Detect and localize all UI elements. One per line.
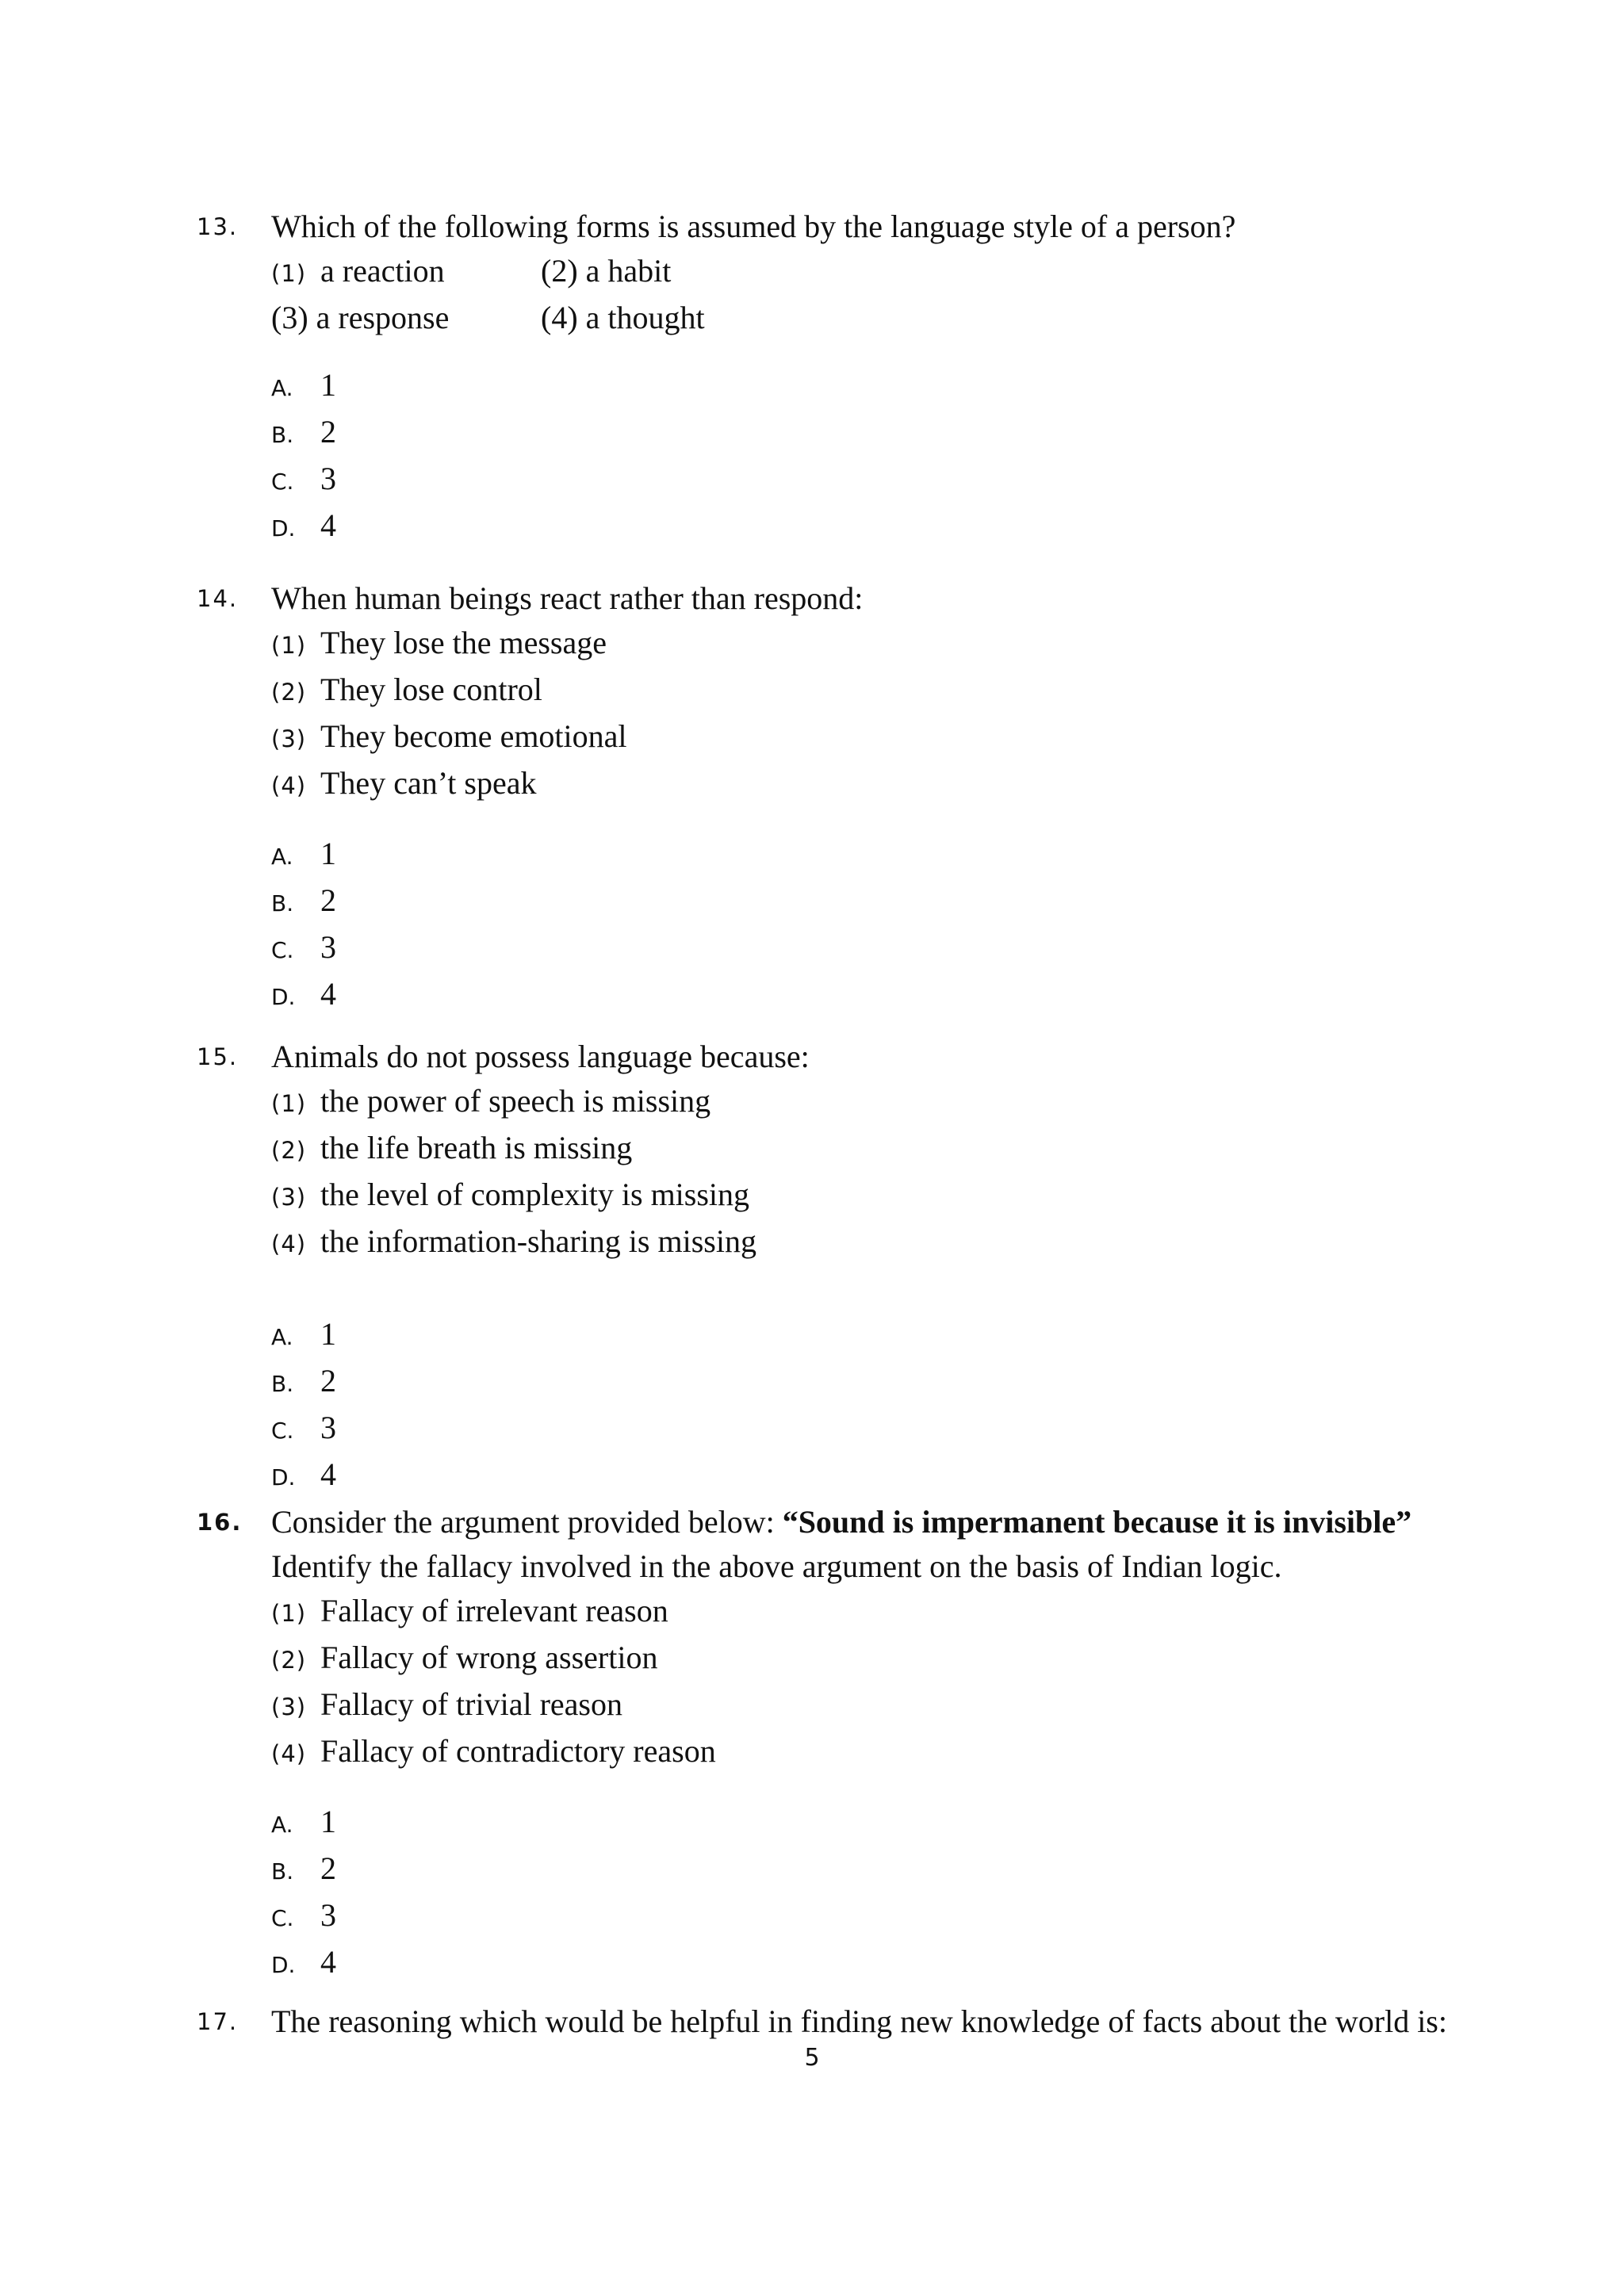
answer-choices — [271, 363, 1508, 550]
question-stem-line-2: Identify the fallacy involved in the above argument on the basis of Indian logic. — [271, 1548, 1282, 1584]
answer-choice-c[interactable] — [271, 1893, 1508, 1940]
answer-choice-c[interactable] — [271, 925, 1508, 972]
question-stem: Which of the following forms is assumed by the language style of a person? — [271, 209, 1236, 244]
option-text: Fallacy of irrelevant reason — [320, 1593, 668, 1628]
answer-choice-b[interactable] — [271, 878, 1508, 925]
option-number: (2) — [271, 1137, 307, 1164]
question-number: 13. — [197, 213, 239, 240]
answer-letter: B. — [271, 422, 294, 448]
answer-choice-a[interactable] — [271, 363, 1508, 410]
answer-choice-a[interactable] — [271, 832, 1508, 878]
option-number: (4) — [271, 772, 307, 799]
question-body — [271, 205, 1508, 550]
answer-value: 2 — [320, 882, 336, 918]
option-text: Fallacy of trivial reason — [320, 1686, 622, 1722]
option-number: (3) — [271, 725, 307, 752]
option-2: (2) a habit — [541, 253, 672, 289]
answer-value: 3 — [320, 1410, 336, 1445]
option-text: the level of complexity is missing — [320, 1177, 750, 1212]
answer-value: 3 — [320, 929, 336, 965]
answer-letter: C. — [271, 937, 294, 963]
options-row — [271, 249, 1508, 296]
option-2 — [271, 1636, 1508, 1682]
option-number: (2) — [271, 1647, 307, 1674]
answer-choice-d[interactable] — [271, 503, 1508, 550]
option-text: They can’t speak — [320, 765, 537, 801]
answer-value: 3 — [320, 461, 336, 496]
option-3 — [271, 1682, 1508, 1729]
option-text: They lose the message — [320, 625, 607, 660]
answer-choice-d[interactable] — [271, 972, 1508, 1019]
answer-value: 1 — [320, 367, 336, 403]
option-number: (4) — [271, 1230, 307, 1257]
answer-value: 4 — [320, 1456, 336, 1492]
answer-letter: A. — [271, 844, 293, 870]
answer-letter: D. — [271, 1952, 296, 1978]
option-1 — [271, 249, 541, 296]
option-2 — [271, 668, 1508, 714]
answer-letter: A. — [271, 375, 293, 401]
option-4 — [271, 1219, 1508, 1266]
answer-choice-b[interactable] — [271, 1359, 1508, 1406]
answer-value: 1 — [320, 1316, 336, 1352]
answer-letter: D. — [271, 1464, 296, 1490]
answer-value: 4 — [320, 976, 336, 1012]
answer-letter: D. — [271, 984, 296, 1010]
option-text: They become emotional — [320, 718, 627, 754]
option-number: (3) — [271, 1693, 307, 1720]
option-number: (1) — [271, 260, 307, 287]
option-3: (3) a response — [271, 300, 450, 335]
answer-letter: A. — [271, 1324, 293, 1350]
option-number: (1) — [271, 1090, 307, 1117]
answer-letter: C. — [271, 1418, 294, 1444]
option-number: (3) — [271, 1184, 307, 1211]
option-number: (1) — [271, 632, 307, 659]
question-body — [271, 576, 1508, 1019]
question-stem — [271, 1500, 1508, 1544]
question-number: 16. — [197, 1509, 243, 1536]
option-2 — [271, 1126, 1508, 1173]
question-stem: Animals do not possess language because: — [271, 1039, 810, 1074]
answer-value: 1 — [320, 836, 336, 871]
question-stem-prefix: Consider the argument provided below: — [271, 1504, 783, 1540]
answer-choice-a[interactable] — [271, 1312, 1508, 1359]
page-number: 5 — [804, 2044, 820, 2072]
answer-choices — [271, 832, 1508, 1019]
answer-value: 3 — [320, 1897, 336, 1933]
option-1 — [271, 1589, 1508, 1636]
answer-choice-b[interactable] — [271, 1846, 1508, 1893]
option-4: (4) a thought — [541, 300, 705, 335]
answer-value: 1 — [320, 1804, 336, 1839]
question-number: 15. — [197, 1043, 239, 1070]
answer-value: 2 — [320, 1363, 336, 1399]
answer-letter: B. — [271, 1371, 294, 1397]
answer-letter: C. — [271, 1905, 294, 1931]
answer-choices — [271, 1800, 1508, 1987]
answer-choice-b[interactable] — [271, 410, 1508, 457]
option-3 — [271, 714, 1508, 761]
option-text: Fallacy of wrong assertion — [320, 1640, 658, 1675]
option-text: the information-sharing is missing — [320, 1223, 756, 1259]
question-body — [271, 1035, 1508, 1499]
question-stem: The reasoning which would be helpful in finding new knowledge of facts about the world is: — [271, 2003, 1447, 2039]
question-number: 14. — [197, 585, 239, 612]
options-row — [271, 296, 1508, 339]
answer-value: 4 — [320, 1944, 336, 1980]
answer-letter: D. — [271, 515, 296, 541]
option-text: They lose control — [320, 672, 542, 707]
option-3 — [271, 1173, 1508, 1219]
option-text: the power of speech is missing — [320, 1083, 711, 1119]
option-text: the life breath is missing — [320, 1130, 633, 1165]
option-number: (4) — [271, 1740, 307, 1767]
option-number: (1) — [271, 1600, 307, 1627]
option-text: Fallacy of contradictory reason — [320, 1733, 716, 1769]
answer-value: 2 — [320, 414, 336, 450]
option-4 — [271, 761, 1508, 808]
answer-choice-c[interactable] — [271, 457, 1508, 503]
question-body — [271, 1500, 1508, 1987]
question-body — [271, 1999, 1508, 2044]
answer-letter: B. — [271, 890, 294, 916]
answer-letter: C. — [271, 469, 294, 495]
option-4 — [271, 1729, 1508, 1776]
answer-value: 2 — [320, 1850, 336, 1886]
answer-choice-c[interactable] — [271, 1406, 1508, 1452]
option-1 — [271, 621, 1508, 668]
argument-quote: “Sound is impermanent because it is invisible” — [782, 1504, 1412, 1540]
answer-choices — [271, 1312, 1508, 1499]
answer-letter: A. — [271, 1812, 293, 1838]
option-1 — [271, 1079, 1508, 1126]
question-number: 17. — [197, 2008, 239, 2035]
question-stem: When human beings react rather than respond: — [271, 580, 864, 616]
answer-choice-d[interactable] — [271, 1940, 1508, 1987]
answer-letter: B. — [271, 1858, 294, 1885]
option-number: (2) — [271, 679, 307, 706]
answer-choice-a[interactable] — [271, 1800, 1508, 1846]
option-text: a reaction — [320, 253, 445, 289]
answer-choice-d[interactable] — [271, 1452, 1508, 1499]
answer-value: 4 — [320, 507, 336, 543]
